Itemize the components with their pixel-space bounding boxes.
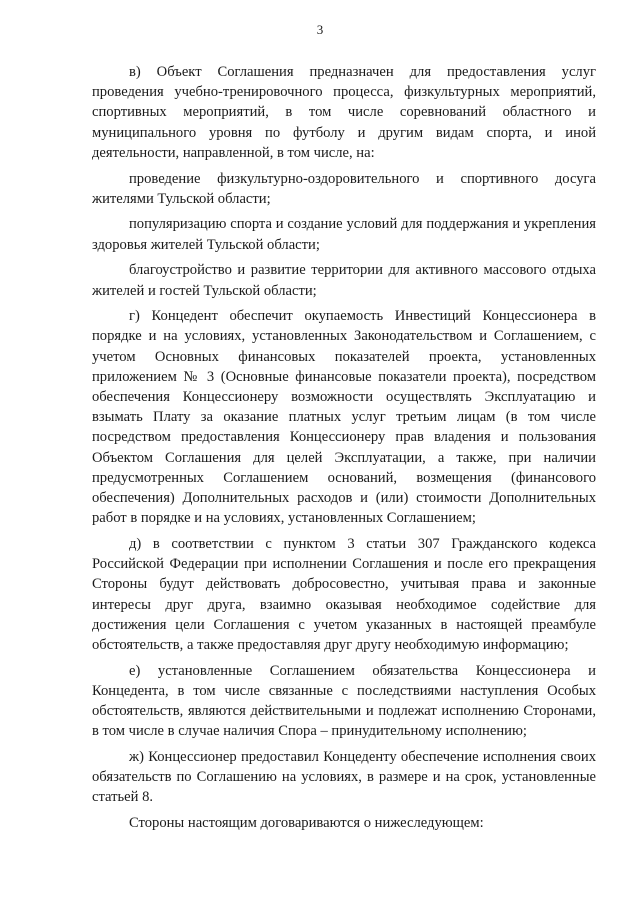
paragraph-d: д) в соответствии с пунктом 3 статьи 307 Гражданского кодекса Российской Федерации при исполнении Соглашения и после его прекращения Стороны будут действовать добросовестно, учитывая права и законные интересы друг друга, взаимно оказывая необходимое содействие для достижения цели Соглашения с учетом указанных в настоящей преамбуле обстоятельств, а также предоставляя друг другу необходимую информацию; <box>92 535 596 653</box>
paragraph-g: г) Концедент обеспечит окупаемость Инвестиций Концессионера в порядке и на условиях, установленных Законодательством и Соглашением, с учетом Основных финансовых показателей проекта, установленных приложением № 3 (Основные финансовые показатели проекта), посредством обеспечения Концессионеру возможности осуществлять Эксплуатацию и взымать Плату за оказание платных услуг третьим лицам (в том числе посредством предоставления Концессионеру прав владения и пользования Объектом Соглашения для целей Эксплуатации, а также, при наличии предусмотренных Соглашением оснований, возмещения (финансового обеспечения) Дополнительных расходов и (или) стоимости Дополнительных работ в порядке и на условиях, установленных Соглашением; <box>92 308 596 527</box>
paragraph-improvement: благоустройство и развитие территории для активного массового отдыха жителей и гостей Тульской области; <box>92 262 596 299</box>
paragraph-leisure: проведение физкультурно-оздоровительного и спортивного досуга жителями Тульской области; <box>92 170 596 207</box>
paragraph-v: в) Объект Соглашения предназначен для предоставления услуг проведения учебно-тренировочного процесса, физкультурных мероприятий, спортивных мероприятий, в том числе соревнований областного и муниципального уровня по футболу и другим видам спорта, и иной деятельности, направленной, в том числе, на: <box>92 64 596 161</box>
page-number: 3 <box>316 22 324 37</box>
paragraph-zh: ж) Концессионер предоставил Концеденту обеспечение исполнения своих обязательств по Соглашению на условиях, в размере и на срок, установленные статьей 8. <box>92 749 596 806</box>
document-body <box>92 62 596 839</box>
paragraph-popularization: популяризацию спорта и создание условий для поддержания и укрепления здоровья жителей Тульской области; <box>92 216 596 253</box>
paragraph-agreement-intro: Стороны настоящим договариваются о нижеследующем: <box>129 815 484 832</box>
paragraph-e: е) установленные Соглашением обязательства Концессионера и Концедента, в том числе связанные с последствиями наступления Особых обстоятельств, являются действительными и подлежат исполнению Сторонами, в том числе в случае наличия Спора – принудительному исполнению; <box>92 662 596 740</box>
